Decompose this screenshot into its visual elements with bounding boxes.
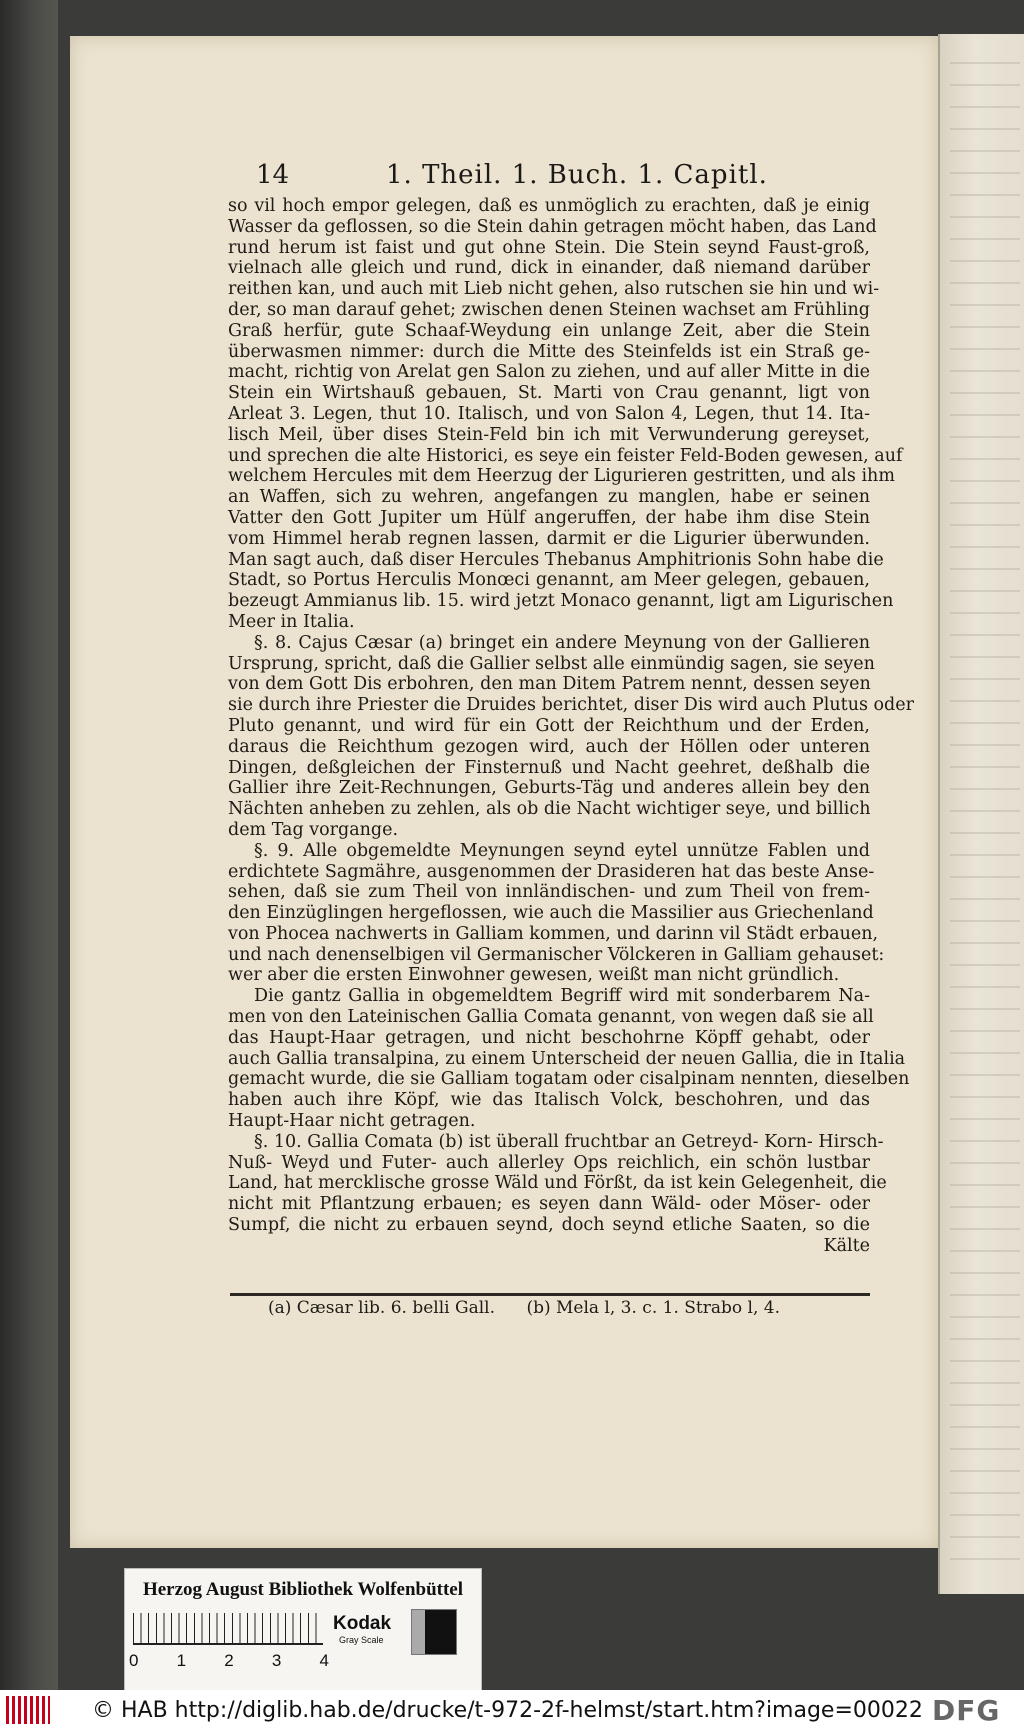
- text-line: Land, hat mercklische grosse Wäld und Förßt, da ist kein Gelegenheit, die: [228, 1173, 887, 1194]
- catchword: Kälte: [823, 1235, 870, 1256]
- footer-bar: [0, 1690, 1024, 1730]
- text-line: Graß herfür, gute Schaaf-Weydung ein unlange Zeit, aber die Stein: [228, 320, 870, 341]
- text-line: nicht mit Pflantzung erbauen; es seyen dann Wäld- oder Möser- oder: [228, 1194, 870, 1215]
- text-line: von Phocea nachwerts in Galliam kommen, und darinn vil Städt erbauen,: [228, 923, 879, 944]
- footnote-a: (a) Cæsar lib. 6. belli Gall.: [268, 1298, 496, 1318]
- text-line: Pluto genannt, und wird für ein Gott der Reichthum und der Erden,: [228, 715, 870, 736]
- facing-page-bleed-through: [950, 60, 1020, 1560]
- hab-logo-icon: [6, 1696, 50, 1724]
- text-line: Gallier ihre Zeit-Rechnungen, Geburts-Täg und anderes allein bey den: [228, 778, 870, 799]
- text-line: §. 10. Gallia Comata (b) ist überall fruchtbar an Getreyd- Korn- Hirsch-: [254, 1131, 884, 1152]
- text-line: Ursprung, spricht, daß die Gallier selbst alle einmündig sagen, sie seyen: [228, 653, 875, 674]
- page-header: [256, 160, 866, 196]
- text-line: der, so man darauf gehet; zwischen denen Steinen wachset am Frühling: [228, 299, 870, 320]
- footnote-rule: [230, 1293, 870, 1296]
- text-line: Man sagt auch, daß diser Hercules Thebanus Amphitrionis Sohn habe die: [228, 549, 884, 570]
- text-line: daraus die Reichthum gezogen wird, auch der Höllen oder unteren: [228, 736, 870, 757]
- text-line: überwasmen nimmer: durch die Mitte des Steinfelds ist ein Straß ge-: [228, 341, 870, 362]
- text-line: Stadt, so Portus Herculis Monœci genannt, am Meer gelegen, gebauen,: [228, 570, 870, 591]
- ruler-digit: 4: [319, 1651, 329, 1670]
- paragraph-intro: [228, 196, 903, 633]
- text-line: Wasser da geflossen, so die Stein dahin getragen möcht haben, das Land: [228, 216, 877, 237]
- text-line: dem Tag vorgange.: [228, 819, 399, 840]
- text-line: Vatter den Gott Jupiter um Hülf angeruffen, der habe ihm dise Stein: [228, 507, 870, 528]
- ruler-scale: [133, 1613, 323, 1645]
- text-line: wer aber die ersten Einwohner gewesen, weißt man nicht gründlich.: [228, 965, 840, 986]
- text-line: bezeugt Ammianus lib. 15. wird jetzt Monaco genannt, ligt am Ligurischen: [228, 591, 894, 612]
- gray-scale-label: Gray Scale: [339, 1635, 384, 1645]
- text-line: vielnach alle gleich und rund, dick in einander, daß niemand darüber: [228, 258, 870, 279]
- text-line: Stein ein Wirtshauß gebauen, St. Marti von Crau genannt, ligt von: [228, 383, 870, 404]
- ruler-digits: [129, 1651, 329, 1671]
- text-line: haben auch ihre Köpf, wie das Italisch Volck, beschohren, und das: [228, 1090, 870, 1111]
- text-line: §. 8. Cajus Cæsar (a) bringet ein andere Meynung von der Gallieren: [254, 632, 870, 653]
- footnotes: [268, 1298, 828, 1318]
- text-line: welchem Hercules mit dem Heerzug der Ligurieren gestritten, und als ihm: [228, 466, 895, 487]
- paragraph-9-continued: [228, 986, 910, 1132]
- paragraph-10: [228, 1131, 887, 1236]
- text-line: lisch Meil, über dises Stein-Feld bin ich mit Verwunderung gereyset,: [228, 424, 870, 445]
- running-head: 1. Theil. 1. Buch. 1. Capitl.: [386, 160, 768, 190]
- text-line: das Haupt-Haar getragen, und nicht beschohrne Köpff gehabt, oder: [228, 1027, 870, 1048]
- ruler-digit: 1: [176, 1651, 187, 1670]
- text-line: von dem Gott Dis erbohren, den man Ditem Patrem nennt, dessen seyen: [228, 674, 871, 695]
- text-line: und sprechen die alte Historici, es seye ein feister Feld-Boden gewesen, auf: [228, 445, 903, 466]
- kodak-logo: Kodak: [333, 1613, 392, 1634]
- text-line: den Einzüglingen hergeflossen, wie auch die Massilier aus Griechenland: [228, 903, 874, 924]
- text-line: und nach denenselbigen vil Germanischer Völckeren in Galliam gehauset:: [228, 944, 885, 965]
- text-line: Arleat 3. Legen, thut 10. Italisch, und von Salon 4, Legen, thut 14. Ita-: [228, 403, 870, 424]
- text-line: auch Gallia transalpina, zu einem Unterscheid der neuen Gallia, die in Italia: [228, 1048, 906, 1069]
- page-number: 14: [256, 160, 290, 190]
- text-line: men von den Lateinischen Gallia Comata genannt, von wegen daß sie all: [228, 1007, 874, 1028]
- text-line: Nächten anheben zu zehlen, als ob die Nacht wichtiger seye, und billich: [228, 799, 871, 820]
- ruler-digit: 3: [271, 1651, 282, 1670]
- text-line: rund herum ist faist und gut ohne Stein. Die Stein seynd Faust-groß,: [228, 237, 870, 258]
- text-line: vom Himmel herab regnen lassen, darmit er die Ligurier überwunden.: [228, 528, 870, 549]
- text-line: §. 9. Alle obgemeldte Meynungen seynd eytel unnütze Fablen und: [254, 840, 870, 861]
- text-line: Sumpf, die nicht zu erbauen seynd, doch seynd etliche Saaten, so die: [228, 1215, 870, 1236]
- text-line: an Waffen, sich zu wehren, angefangen zu manglen, habe er seinen: [228, 487, 870, 508]
- text-line: Haupt-Haar nicht getragen.: [228, 1111, 476, 1132]
- gray-patch: [411, 1609, 457, 1655]
- text-line: Meer in Italia.: [228, 611, 355, 632]
- text-line: Nuß- Weyd und Futer- auch allerley Ops reichlich, ein schön lustbar: [228, 1152, 870, 1173]
- library-name: Herzog August Bibliothek Wolfenbüttel: [142, 1579, 464, 1600]
- scan-background: [0, 0, 58, 1690]
- footer-credit-link[interactable]: © HAB http://diglib.hab.de/drucke/t-972-2f-helmst/start.htm?image=00022: [92, 1698, 923, 1723]
- text-line: gemacht wurde, die sie Galliam togatam oder cisalpinam nennten, dieselben: [228, 1069, 910, 1090]
- text-line: sie durch ihre Priester die Druides berichtet, diser Dis wird auch Plutus oder: [228, 695, 914, 716]
- text-line: so vil hoch empor gelegen, daß es unmöglich zu erachten, daß je einig: [228, 196, 870, 216]
- footnote-b: (b) Mela l, 3. c. 1. Strabo l, 4.: [526, 1298, 780, 1318]
- text-line: Die gantz Gallia in obgemeldtem Begriff wird mit sonderbarem Na-: [254, 986, 870, 1007]
- ruler-digit: 2: [224, 1651, 234, 1670]
- text-line: erdichtete Sagmähre, ausgenommen der Drasideren hat das beste Anse-: [228, 861, 875, 882]
- text-line: macht, richtig von Arelat gen Salon zu ziehen, und auf aller Mitte in die: [228, 362, 870, 383]
- paragraph-8: [228, 632, 914, 841]
- text-line: sehen, daß sie zum Theil von innländischen- und zum Theil von frem-: [228, 882, 870, 903]
- text-line: Dingen, deßgleichen der Finsternuß und Nacht geehret, deßhalb die: [228, 757, 870, 778]
- library-color-card: [124, 1568, 482, 1696]
- paragraph-9: [228, 840, 885, 987]
- dfg-logo: DFG: [932, 1694, 1001, 1727]
- body-text: [228, 196, 914, 1257]
- ruler-digit: 0: [129, 1651, 139, 1670]
- text-line: reithen kan, und auch mit Lieb nicht gehen, also rutschen sie hin und wi-: [228, 279, 880, 300]
